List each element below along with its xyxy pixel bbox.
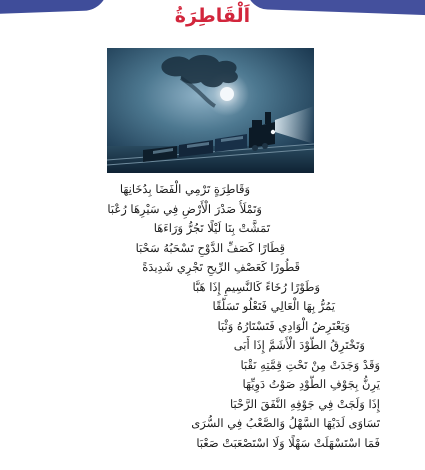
headlight	[271, 130, 275, 134]
locomotive-wheel	[262, 143, 268, 149]
page-title: اَلْقَاطِرَةُ	[174, 5, 251, 27]
poem-line: يَرِنُّ بِجَوْفِ الطَّوْدِ صَوْتُ دَوِيِّهَا	[242, 377, 380, 391]
poem-line: إِذَا وَلَجَتْ فِي جَوْفِهِ النَّفَقَ الرَّحْبَا	[229, 396, 380, 411]
poem-line: تَمَشَّتْ بِنَا لَيْلًا تَجُرُّ وَرَاءَهَا	[153, 221, 270, 235]
poem-line: قِطَارًا كَصَفِّ الدَّوْحِ تَسْحَبُهُ سَحْبَا	[135, 240, 285, 255]
poem-line: قَطُورًا كَعَصْفِ الرِّيحِ تَجْرِي شَدِيدَةً	[142, 260, 300, 274]
poem-line: وَطَوْرًا رُخَاءً كَالنَّسِيمِ إِذَا هَبَّا	[192, 279, 320, 294]
poem-line: وَقَاطِرَةٍ تَرْمِي الْفَضَا بِدُخَانِهَا	[119, 182, 250, 196]
poem-line: تَسَاوَى لَدَيْهَا السَّهْلُ وَالصَّعْبُ فِي السُّرَى	[191, 416, 380, 430]
locomotive-cab	[252, 120, 262, 129]
moon	[220, 87, 234, 101]
poem-line: وَتَخْتَرِقُ الطَّوْدَ الْأَشَمَّ إِذَا أَبَى	[233, 338, 365, 352]
locomotive-chimney	[265, 112, 271, 124]
poem-line: يَمُرُّ بِهَا الْعَالِي فَتَعْلُو تَسَلُّقًا	[212, 299, 335, 313]
poem-line: فَمَا اسْتَسْهَلَتْ سَهْلًا وَلَا اسْتَصْعَبَتْ صَعْبَا	[196, 435, 380, 450]
poem	[40, 180, 380, 453]
locomotive-wheel	[252, 145, 258, 151]
poem-line: وَتَمْلَأُ صَدْرَ الْأَرْضِ فِي سَيْرِهَا رُعْبَا	[107, 201, 262, 216]
train-illustration	[107, 48, 314, 173]
poem-line: وَيَعْتَرِضُ الْوَادِي فَتَسْتَارُهُ وَثْبَا	[217, 318, 350, 333]
poem-line: وَقَدْ وَجَدَتْ مِنْ تَحْتِ قِمَّتِهِ نَقْبَا	[240, 357, 380, 372]
